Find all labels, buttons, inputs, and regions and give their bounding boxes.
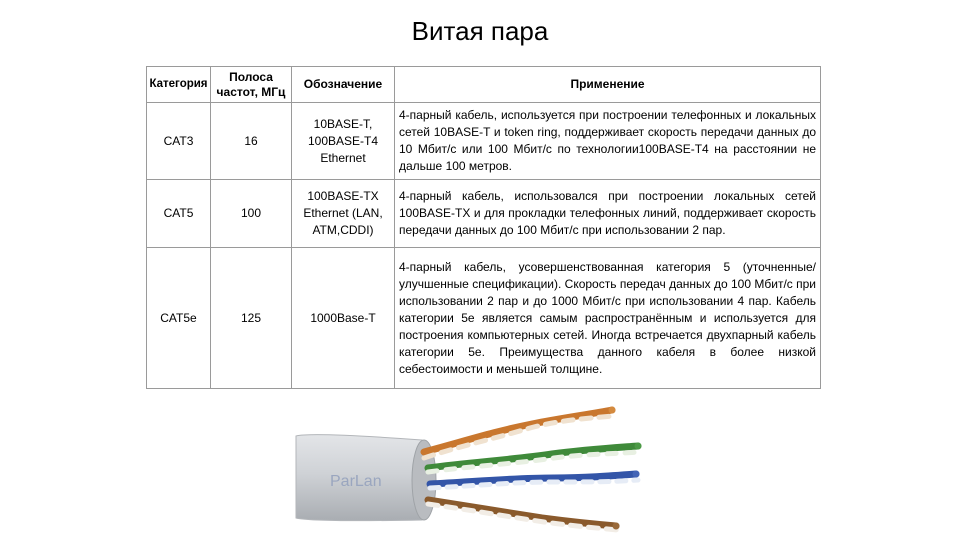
table-row (147, 248, 821, 389)
wire-pair-blue (430, 474, 638, 488)
wire-pair-brown (428, 500, 618, 530)
row-band: 100 (211, 180, 292, 248)
row-designation: 1000Base-T (292, 248, 395, 389)
row-category: CAT5 (147, 180, 211, 248)
row-designation: 100BASE-TX Ethernet (LAN, ATM,CDDI) (292, 180, 395, 248)
table-header-row (147, 67, 821, 103)
wire-pair-green (428, 446, 640, 472)
row-application: 4-парный кабель, используется при построении телефонных и локальных сетей 10BASE-T и token ring, поддерживает скорость передачи данных до 10 Мбит/с или 100 Мбит/с по технологии100BASE-T4 на расстоянии не дальше 100 метров. (395, 103, 821, 180)
table-row (147, 103, 821, 180)
row-application: 4-парный кабель, использовался при построении локальных сетей 100BASE-TX и для прокладки телефонных линий, поддерживает скорость передачи данных до 100 Мбит/с при использовании 2 пар. (395, 180, 821, 248)
row-band: 16 (211, 103, 292, 180)
twisted-pair-cable-image (292, 402, 652, 538)
page-title: Витая пара (411, 16, 549, 46)
row-designation: 10BASE-T, 100BASE-T4 Ethernet (292, 103, 395, 180)
header-application: Применение (395, 67, 821, 103)
cable-category-table (146, 66, 821, 389)
row-application: 4-парный кабель, усовершенствованная категория 5 (уточненные/улучшенные спецификации). Скорость передач данных до 100 Мбит/с при использовании 2 пар и до 1000 Мбит/с при использовании 4 пар. Кабель категории 5е является самым распространённым и используется для построения компьютерных сетей. Иногда встречается двухпарный кабель категории 5е. Преимущества данного кабеля в более низкой себестоимости и меньшей толщине. (395, 248, 821, 389)
header-designation: Обозначение (292, 67, 395, 103)
header-band: Полоса частот, МГц (211, 67, 292, 103)
row-category: CAT3 (147, 103, 211, 180)
table-row (147, 180, 821, 248)
wire-ends (609, 407, 642, 530)
row-category: CAT5e (147, 248, 211, 389)
cable-brand-text: ParLan (330, 473, 382, 490)
header-category: Категория (147, 67, 211, 103)
row-band: 125 (211, 248, 292, 389)
